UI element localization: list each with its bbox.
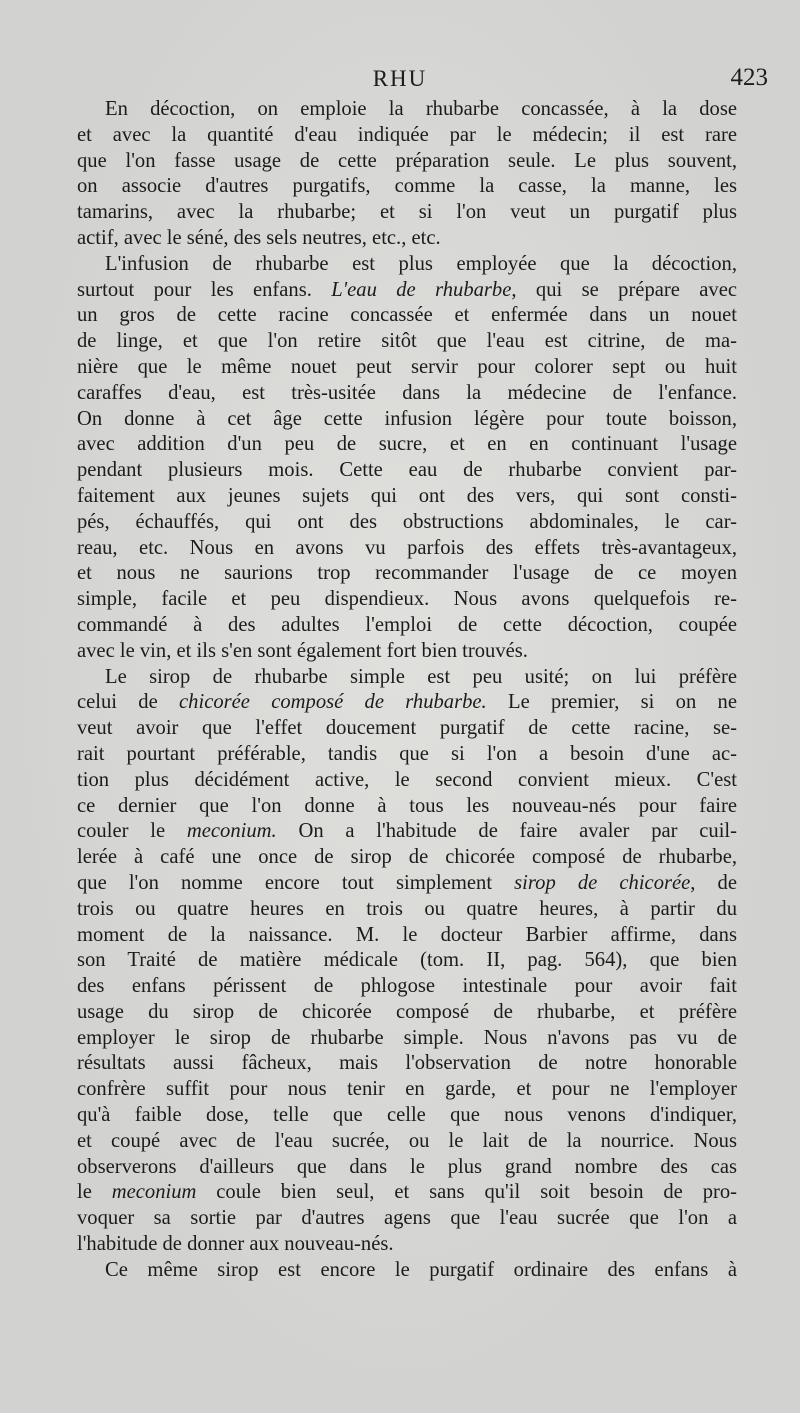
- text-line: et avec la quantité d'eau indiquée par le médecin; il est rare: [77, 123, 737, 146]
- italic-term: L'eau de rhubarbe: [331, 278, 512, 301]
- paragraph: [77, 252, 737, 665]
- text-line: le meconium coule bien seul, et sans qu'il soit besoin de pro-: [77, 1181, 738, 1204]
- text-line: pés, échauffés, qui ont des obstructions abdominales, le car-: [77, 510, 737, 533]
- text-line: avec le vin, et ils s'en sont également fort bien trouvés.: [77, 639, 528, 662]
- text-line: voquer sa sortie par d'autres agens que l'eau sucrée que l'on a: [77, 1207, 737, 1230]
- italic-term: meconium.: [186, 820, 277, 843]
- text-line: lerée à café une once de sirop de chicorée composé de rhubarbe,: [77, 846, 737, 869]
- text-line: En décoction, on emploie la rhubarbe concassée, à la dose: [105, 98, 737, 120]
- text-line: l'habitude de donner aux nouveau-nés.: [77, 1233, 394, 1256]
- paragraph: [77, 1258, 737, 1284]
- text-line: qu'à faible dose, telle que celle que nous venons d'indiquer,: [77, 1104, 737, 1127]
- text-line: confrère suffit pour nous tenir en garde, et pour ne l'employer: [77, 1078, 737, 1101]
- text-line: observerons d'ailleurs que dans le plus grand nombre des cas: [77, 1155, 737, 1178]
- text-line: couler le meconium. On a l'habitude de faire avaler par cuil-: [77, 820, 737, 843]
- text-line: surtout pour les enfans. L'eau de rhubarbe, qui se prépare avec: [77, 278, 737, 301]
- body-text: [77, 97, 737, 1284]
- running-head: RHU: [372, 66, 428, 91]
- text-line: caraffes d'eau, est très-usitée dans la médecine de l'enfance.: [77, 381, 737, 404]
- text-line: pendant plusieurs mois. Cette eau de rhubarbe convient par-: [77, 459, 737, 482]
- text-line: L'infusion de rhubarbe est plus employée que la décoction,: [105, 252, 737, 275]
- page-header: [0, 64, 800, 94]
- text-line: des enfans périssent de phlogose intestinale pour avoir fait: [77, 975, 737, 998]
- paragraph: [77, 665, 737, 1258]
- text-line: actif, avec le séné, des sels neutres, etc., etc.: [77, 226, 441, 249]
- text-line: que l'on fasse usage de cette préparation seule. Le plus souvent,: [77, 149, 737, 172]
- text-line: Ce même sirop est encore le purgatif ordinaire des enfans à: [105, 1258, 737, 1281]
- text-line: on associe d'autres purgatifs, comme la casse, la manne, les: [77, 175, 737, 198]
- text-line: et coupé avec de l'eau sucrée, ou le lait de la nourrice. Nous: [77, 1129, 737, 1152]
- italic-term: chicorée composé de rhubarbe.: [179, 691, 487, 714]
- text-line: son Traité de matière médicale (tom. II, pag. 564), que bien: [77, 949, 737, 972]
- page-number: 423: [730, 64, 768, 91]
- text-line: tamarins, avec la rhubarbe; et si l'on veut un purgatif plus: [77, 201, 737, 224]
- text-line: ce dernier que l'on donne à tous les nouveau-nés pour faire: [77, 794, 737, 817]
- text-line: commandé à des adultes l'emploi de cette décoction, coupée: [77, 613, 737, 636]
- text-line: simple, facile et peu dispendieux. Nous avons quelquefois re-: [77, 588, 737, 611]
- text-line: trois ou quatre heures en trois ou quatre heures, à partir du: [77, 897, 737, 920]
- text-line: rait pourtant préférable, tandis que si l'on a besoin d'une ac-: [77, 742, 737, 765]
- text-line: et nous ne saurions trop recommander l'usage de ce moyen: [77, 562, 737, 585]
- italic-term: sirop de chicorée: [514, 871, 691, 894]
- text-line: tion plus décidément active, le second convient mieux. C'est: [77, 768, 737, 791]
- text-line: celui de chicorée composé de rhubarbe. Le premier, si on ne: [77, 691, 737, 714]
- text-line: faitement aux jeunes sujets qui ont des vers, qui sont consti-: [77, 484, 737, 507]
- text-line: veut avoir que l'effet doucement purgatif de cette racine, se-: [77, 717, 737, 740]
- text-line: un gros de cette racine concassée et enfermée dans un nouet: [77, 304, 737, 327]
- text-line: avec addition d'un peu de sucre, et en en continuant l'usage: [77, 433, 737, 456]
- italic-term: meconium: [111, 1181, 197, 1204]
- text-line: On donne à cet âge cette infusion légère pour toute boisson,: [77, 407, 737, 430]
- text-line: nière que le même nouet peut servir pour colorer sept ou huit: [77, 355, 737, 378]
- text-line: employer le sirop de rhubarbe simple. Nous n'avons pas vu de: [77, 1026, 737, 1049]
- text-line: usage du sirop de chicorée composé de rhubarbe, et préfère: [77, 1000, 737, 1023]
- text-line: moment de la naissance. M. le docteur Barbier affirme, dans: [77, 923, 737, 946]
- paragraph: [77, 97, 737, 252]
- text-line: résultats aussi fâcheux, mais l'observation de notre honorable: [77, 1052, 737, 1075]
- text-line: de linge, et que l'on retire sitôt que l'eau est citrine, de ma-: [77, 330, 737, 353]
- text-line: que l'on nomme encore tout simplement sirop de chicorée, de: [77, 871, 737, 894]
- text-line: reau, etc. Nous en avons vu parfois des effets très-avantageux,: [77, 536, 737, 559]
- text-line: Le sirop de rhubarbe simple est peu usité; on lui préfère: [105, 665, 737, 688]
